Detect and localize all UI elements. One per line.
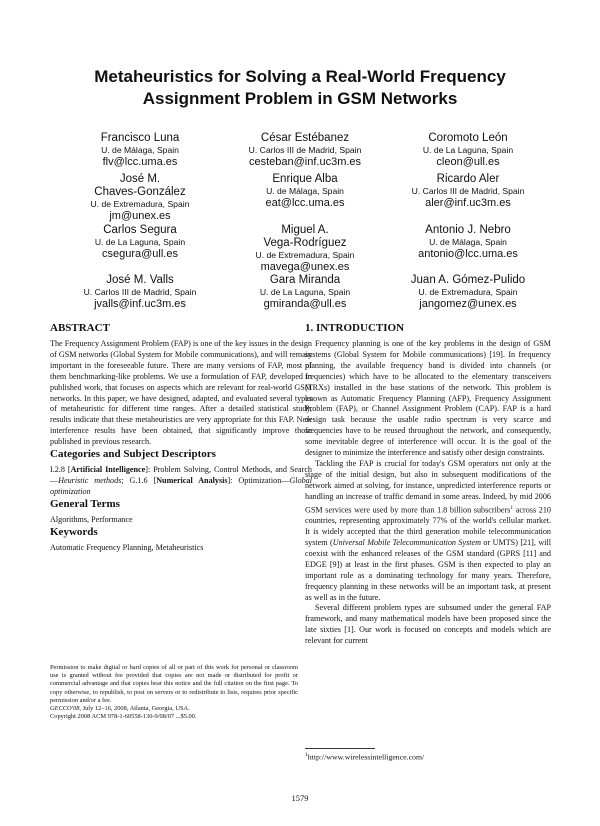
permission-notice bbox=[50, 664, 298, 721]
intro-text: or UMTS) [21], will coexist with the enhanced releases of the GSM standard (GPRS [11] and EDGE [9]) at least in the first phases. GSM is then expected to play an important role as a dominating technology for many years. Therefore, frequency planning in these networks will be an important task, at present as well as in the future. bbox=[305, 538, 551, 602]
intro-text: across 210 countries, representing approximately 77% of the world's cellular market. It is widely accepted that the third generation mobile telecommunication system ( bbox=[305, 505, 551, 548]
author-email: antonio@lcc.uma.es bbox=[418, 248, 518, 260]
category-keyword: Artificial Intelligence bbox=[70, 465, 146, 475]
abstract-heading: ABSTRACT bbox=[50, 322, 110, 334]
left-column bbox=[50, 322, 312, 554]
author-card bbox=[60, 173, 220, 223]
author-card bbox=[388, 132, 548, 169]
right-column bbox=[305, 322, 551, 647]
footnote-divider bbox=[305, 748, 375, 749]
author-card bbox=[225, 173, 385, 210]
title-line-2: Assignment Problem in GSM Networks bbox=[142, 89, 458, 108]
footnote bbox=[305, 752, 424, 762]
author-affiliation: U. de La Laguna, Spain bbox=[94, 237, 186, 247]
author-email: jm@unex.es bbox=[109, 210, 171, 222]
page-number: 1579 bbox=[291, 793, 309, 803]
keywords-text: Automatic Frequency Planning, Metaheuristics bbox=[50, 542, 204, 552]
author-affiliation: U. Carlos III de Madrid, Spain bbox=[248, 145, 362, 155]
categories-part: ]: Problem Solving, Control Methods, and Search— bbox=[50, 465, 312, 485]
author-name: Carlos Segura bbox=[103, 224, 177, 236]
author-name: Miguel A. bbox=[281, 224, 329, 236]
general-terms-text: Algorithms, Performance bbox=[50, 514, 133, 524]
author-email: jangomez@unex.es bbox=[419, 298, 517, 310]
author-card bbox=[60, 132, 220, 169]
venue-details: July 12–16, 2008, Atlanta, Georgia, USA. bbox=[81, 705, 190, 713]
author-card bbox=[388, 173, 548, 210]
author-name: Antonio J. Nebro bbox=[425, 224, 511, 236]
author-name: Gara Miranda bbox=[269, 274, 341, 286]
author-name-line-2: Chaves-González bbox=[94, 186, 186, 198]
author-affiliation: U. Carlos III de Madrid, Spain bbox=[83, 287, 197, 297]
author-affiliation: U. de Málaga, Spain bbox=[101, 145, 179, 155]
author-name: Juan A. Gómez-Pulido bbox=[410, 274, 526, 286]
author-affiliation: U. Carlos III de Madrid, Spain bbox=[411, 186, 525, 196]
author-name: Francisco Luna bbox=[100, 132, 180, 144]
venue-name: GECCO'08, bbox=[50, 705, 82, 713]
author-affiliation: U. de La Laguna, Spain bbox=[422, 145, 514, 155]
author-email: eat@lcc.uma.es bbox=[265, 197, 345, 209]
author-card bbox=[225, 274, 385, 311]
author-name: Ricardo Aler bbox=[436, 173, 500, 185]
intro-paragraph-1: Frequency planning is one of the key problems in the design of GSM systems (Global System for Mobile communications) [19]. In frequency planning, the available frequency band is divided into channels (or frequencies) which have to be allocated to the elementary transceivers (TRXs) installed in the base stations of the network. This problem is known as Automatic Frequency Planning (AFP), Frequency Assignment Problem (FAP), or Channel Assignment Problem (CAP). FAP is a hard design task because the usable radio spectrum is very scarce and frequencies have to be reused throughout the network, and consequently, some inevitable degree of interference will occur. It is the goal of the designer to minimize the interference and satisfy other design constraints. bbox=[305, 339, 551, 458]
title-line-1: Metaheuristics for Solving a Real-World Frequency bbox=[94, 67, 506, 86]
author-affiliation: U. de La Laguna, Spain bbox=[259, 287, 351, 297]
footnote-marker: 1 bbox=[510, 504, 514, 511]
author-affiliation: U. de Extremadura, Spain bbox=[90, 199, 190, 209]
permission-text: Permission to make digital or hard copies of all or part of this work for personal or classroom use is granted without fee provided that copies are not made or distributed for profit or commercial advantage and that copies bear this notice and the full citation on the first page. To copy otherwise, to republish, to post on servers or to redistribute to lists, requires prior specific permission and/or a fee. bbox=[50, 664, 298, 704]
author-card bbox=[225, 132, 385, 169]
categories-part: ; G.1.6 [ bbox=[121, 475, 157, 485]
author-email: cleon@ull.es bbox=[436, 156, 500, 168]
author-email: csegura@ull.es bbox=[102, 248, 178, 260]
intro-paragraph-3: Several different problem types are subsumed under the general FAP framework, and many mathematical models have been proposed since the late sixties [1]. Our work is focused on concepts and models which are relevant for current bbox=[305, 603, 551, 646]
introduction-heading: 1. INTRODUCTION bbox=[305, 322, 405, 334]
author-name: César Estébanez bbox=[260, 132, 350, 144]
author-email: cesteban@inf.uc3m.es bbox=[248, 156, 362, 168]
categories-heading: Categories and Subject Descriptors bbox=[50, 448, 216, 461]
category-keyword: Numerical Analysis bbox=[156, 475, 228, 485]
author-card bbox=[60, 274, 220, 311]
categories-part: ]: Optimization— bbox=[227, 475, 290, 485]
author-email: gmiranda@ull.es bbox=[263, 298, 347, 310]
author-email: aler@inf.uc3m.es bbox=[425, 197, 511, 209]
author-affiliation: U. de Extremadura, Spain bbox=[418, 287, 518, 297]
category-subject: Heuristic methods bbox=[58, 475, 122, 485]
author-email: mavega@unex.es bbox=[260, 261, 350, 273]
paper-title bbox=[50, 66, 550, 110]
copyright-line: Copyright 2008 ACM 978-1-60558-130-9/08/07 ...$5.00. bbox=[50, 713, 197, 721]
author-affiliation: U. de Málaga, Spain bbox=[429, 237, 507, 247]
intro-emphasis: Universal Mobile Telecommunication System bbox=[332, 538, 481, 548]
intro-text: Tackling the FAP is crucial for today's GSM operators not only at the stage of the initial design, but also in subsequent modifications of the network aimed at solving, for instance, unpredicted interference reports or handling an increase of traffic demand in some areas. Indeed, by mid 2006 GSM services were used by more than 1.8 billion subscribers bbox=[305, 458, 551, 515]
author-affiliation: U. de Extremadura, Spain bbox=[255, 250, 355, 260]
keywords-heading: Keywords bbox=[50, 525, 98, 538]
general-terms-heading: General Terms bbox=[50, 497, 120, 510]
author-name: Coromoto León bbox=[428, 132, 508, 144]
abstract-text: The Frequency Assignment Problem (FAP) is one of the key issues in the design of GSM networks (Global System for Mobile communications), and will remain important in the foreseeable future. There are many versions of FAP, most of them benchmarking-like problems. We use a formulation of FAP, developed in published work, that focuses on aspects which are relevant for real-world GSM networks. In this paper, we have designed, adapted, and evaluated several types of metaheuristic for different time ranges. After a detailed statistical study, results indicate that these metaheuristics are very appropriate for this FAP. New interference results have been obtained, that significantly improve those published in previous research. bbox=[50, 339, 312, 447]
author-name-line-2: Vega-Rodríguez bbox=[263, 237, 347, 249]
author-name: José M. Valls bbox=[106, 274, 174, 286]
author-card bbox=[388, 224, 548, 261]
category-subject: Global optimization bbox=[50, 475, 312, 496]
categories-text bbox=[50, 465, 312, 498]
author-card bbox=[60, 224, 220, 261]
author-name: Enrique Alba bbox=[272, 173, 338, 185]
author-card bbox=[388, 274, 548, 311]
author-affiliation: U. de Málaga, Spain bbox=[266, 186, 344, 196]
author-name: José M. bbox=[119, 173, 161, 185]
author-card bbox=[225, 224, 385, 274]
footnote-url: http://www.wirelessintelligence.com/ bbox=[307, 752, 425, 762]
author-email: flv@lcc.uma.es bbox=[102, 156, 178, 168]
author-email: jvalls@inf.uc3m.es bbox=[94, 298, 186, 310]
intro-paragraph-2 bbox=[305, 459, 551, 604]
categories-part: I.2.8 [ bbox=[50, 465, 71, 475]
footnote-number: 1 bbox=[305, 752, 308, 758]
